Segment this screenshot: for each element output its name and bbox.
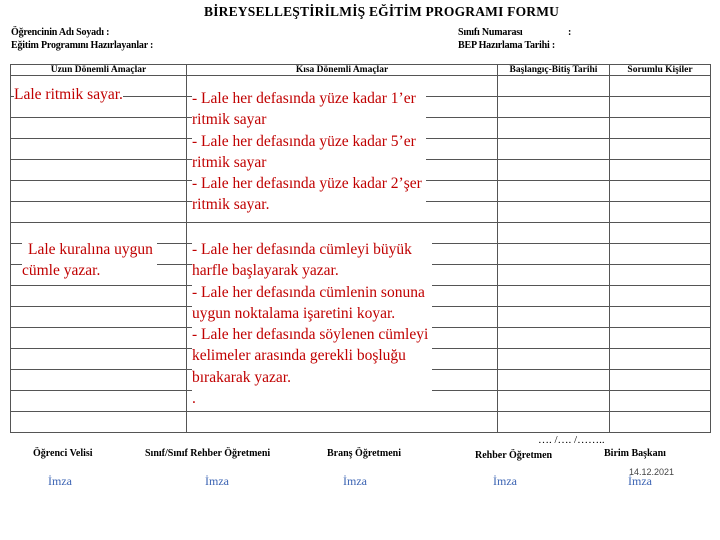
imza-class-teacher: İmza (205, 474, 229, 488)
short-term-goals-1: - Lale her defasında yüze kadar 1’er ritmik sayar - Lale her defasında yüze kadar 5’er ritmik sayar - Lale her defasında yüze kadar 2’şer ritmik sayar. (192, 88, 426, 216)
table-row (11, 412, 711, 433)
signature-role-guidance-teacher: Rehber Öğretmen (475, 450, 553, 461)
student-name-label: Öğrencinin Adı Soyadı : (11, 27, 110, 38)
header-long-term: Uzun Dönemli Amaçlar (11, 65, 187, 76)
class-number-colon: : (568, 27, 572, 38)
class-number-label: Sınıfı Numarası (458, 27, 523, 38)
date-placeholder: …. /…. /…….. (538, 434, 605, 446)
header-responsible: Sorumlu Kişiler (610, 65, 711, 76)
table-header-row (11, 65, 711, 76)
signature-role-unit-head: Birim Başkanı (604, 448, 666, 459)
preparers-label: Eğitim Programını Hazırlayanlar : (11, 40, 154, 51)
short-term-goals-2: - Lale her defasında cümleyi büyük harfle başlayarak yazar. - Lale her defasında cümlenin sonuna uygun noktalama işaretini koyar. - Lale her defasında söylenen cümleyi kelimeler arasında gerekli boşluğu bırakarak yazar. . (192, 239, 432, 409)
bep-date-label: BEP Hazırlama Tarihi : (458, 40, 555, 51)
form-title: BİREYSELLEŞTİRİLMİŞ EĞİTİM PROGRAMI FORMU (204, 4, 560, 19)
stamp-date: 14.12.2021 (629, 467, 675, 477)
imza-parent: İmza (48, 474, 72, 488)
signature-role-class-teacher: Sınıf/Sınıf Rehber Öğretmeni (145, 448, 271, 459)
header-dates: Başlangıç-Bitiş Tarihi (498, 65, 610, 76)
long-term-goal-1: Lale ritmik sayar. (14, 84, 123, 105)
imza-guidance-teacher: İmza (493, 474, 517, 488)
imza-branch-teacher: İmza (343, 474, 367, 488)
signature-role-parent: Öğrenci Velisi (33, 448, 93, 459)
imza-unit-head: İmza (628, 474, 652, 488)
signature-role-branch-teacher: Branş Öğretmeni (327, 448, 401, 459)
header-short-term: Kısa Dönemli Amaçlar (187, 65, 498, 76)
long-term-goal-2: Lale kuralına uygun cümle yazar. (22, 239, 157, 282)
